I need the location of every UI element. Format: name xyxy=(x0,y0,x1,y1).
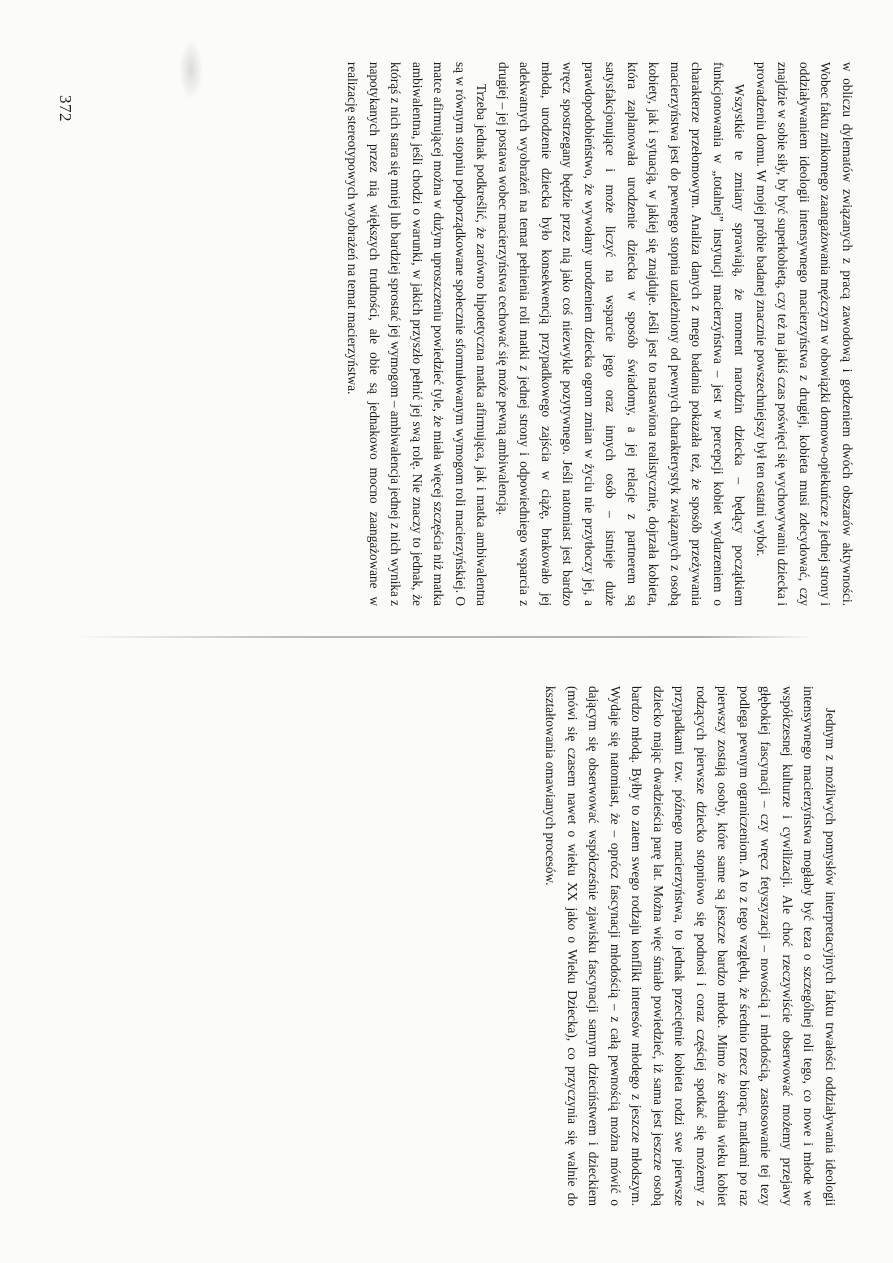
right-page-text xyxy=(540,686,841,1206)
page-number: 372 xyxy=(56,95,75,122)
page-gutter xyxy=(73,636,813,638)
paragraph: Trzeba jednak podkreślić, że zarówno hipotetyczna matka afirmująca, jak i matka ambiwalentna są w równym stopniu podporządkowane społecznie sformułowanym wymogom roli macierzyńskiej. O matce afirmującej można w dużym uproszczeniu powiedzieć tyle, że miała więcej szczęścia niż matka ambiwalentna, jeśli chodzi o warunki, w jakich przyszło pełnić jej swą rolę. Nie znaczy to jednak, że którąś z nich stara się mniej lub bardziej sprostać jej wymogom – ambiwalencja jednej z nich wynika z napotykanych przez nią większych trudności, ale obie są jednakowo mocno zaangażowane w realizację stereotypowych wyobrażeń na temat macierzyństwa. xyxy=(345,62,490,606)
paragraph: Jednym z możliwych pomysłów interpretacyjnych faktu trwałości oddziaływania ideologii intensywnego macierzyństwa mogłaby być teza o szczególnej roli tego, co nowe i młode we współczesnej kulturze i cywilizacji. Ale choć rzeczywiście obserwować możemy przejawy głębokiej fascynacji – czy wręcz fetyszyzacji – nowością i młodością, zastosowanie tej tezy podlega pewnym ograniczeniom. A to z tego względu, że średnio rzecz biorąc, matkami po raz pierwszy zostają osoby, które same są jeszcze bardzo młode. Mimo że średnia wieku kobiet rodzących pierwsze dziecko stopniowo się podnosi i coraz częściej spotkać się możemy z przypadkami tzw. późnego macierzyństwa, to jednak przeciętnie kobieta rodzi swe pierwsze dziecko mając dwadzieścia parę lat. Można więc śmiało powiedzieć, iż sama jest jeszcze osobą bardzo młodą. Byłby to zatem swego rodzaju konflikt interesów młodego z jeszcze młodszym. Wydaje się natomiast, że – oprócz fascynacji młodością – z całą pewnością można mówić o dającym się obserwować współcześnie zjawisku fascynacji samym dzieciństwem i dzieckiem (mówi się czasem nawet o wieku XX jako o Wieku Dziecka), co przyczynia się walnie do kształtowania omawianych procesów. xyxy=(543,686,838,1206)
paragraph: Wszystkie te zmiany sprawiają, że moment narodzin dziecka – będący początkiem funkcjonowania w „totalnej” instytucji macierzyństwa – jest w percepcji kobiet wydarzeniem o charakterze przełomowym. Analiza danych z mego badania pokazała też, że sposób przeżywania macierzyństwa jest do pewnego stopnia uzależniony od pewnych charakterystyk związanych z osobą kobiety, jak i sytuacją, w jakiej się znajduje. Jeśli jest to nastawiona realistycznie, dojrzała kobieta, która zaplanowała urodzenie dziecka w sposób świadomy, a jej relacje z partnerem są satysfakcjonujące i może liczyć na wsparcie jego oraz innych osób – istnieje duże prawdopodobieństwo, że wywołany urodzeniem dziecka ogrom zmian w życiu nie przytłoczy jej, a wręcz spostrzegany będzie przez nią jako coś niezwykle pozytywnego. Jeśli natomiast jest bardzo młoda, urodzenie dziecka było konsekwencją przypadkowego zajścia w ciążę, brakowało jej adekwatnych wyobrażeń na temat pełnienia roli matki z jednej strony i odpowiedniego wsparcia z drugiej – jej postawa wobec macierzyństwa cechować się może pewną ambiwalencją. xyxy=(496,62,748,606)
paragraph: w obliczu dylematów związanych z pracą zawodową i godzeniem dwóch obszarów aktywności. Wobec faktu znikomego zaangażowania mężczyzn w obowiązki domowo-opiekuńcze z jednej strony i oddziaływaniem ideologii intensywnego macierzyństwa z drugiej, kobieta musi zdecydować, czy znajdzie w sobie siły, by być superkobietą, czy też na jakiś czas poświęci się wychowywaniu dziecka i prowadzeniu domu. W mojej próbie badanej znacznie powszechniejszy był ten ostatni wybór. xyxy=(754,62,855,606)
left-page-text xyxy=(342,62,858,606)
scan-artifact xyxy=(179,40,203,100)
